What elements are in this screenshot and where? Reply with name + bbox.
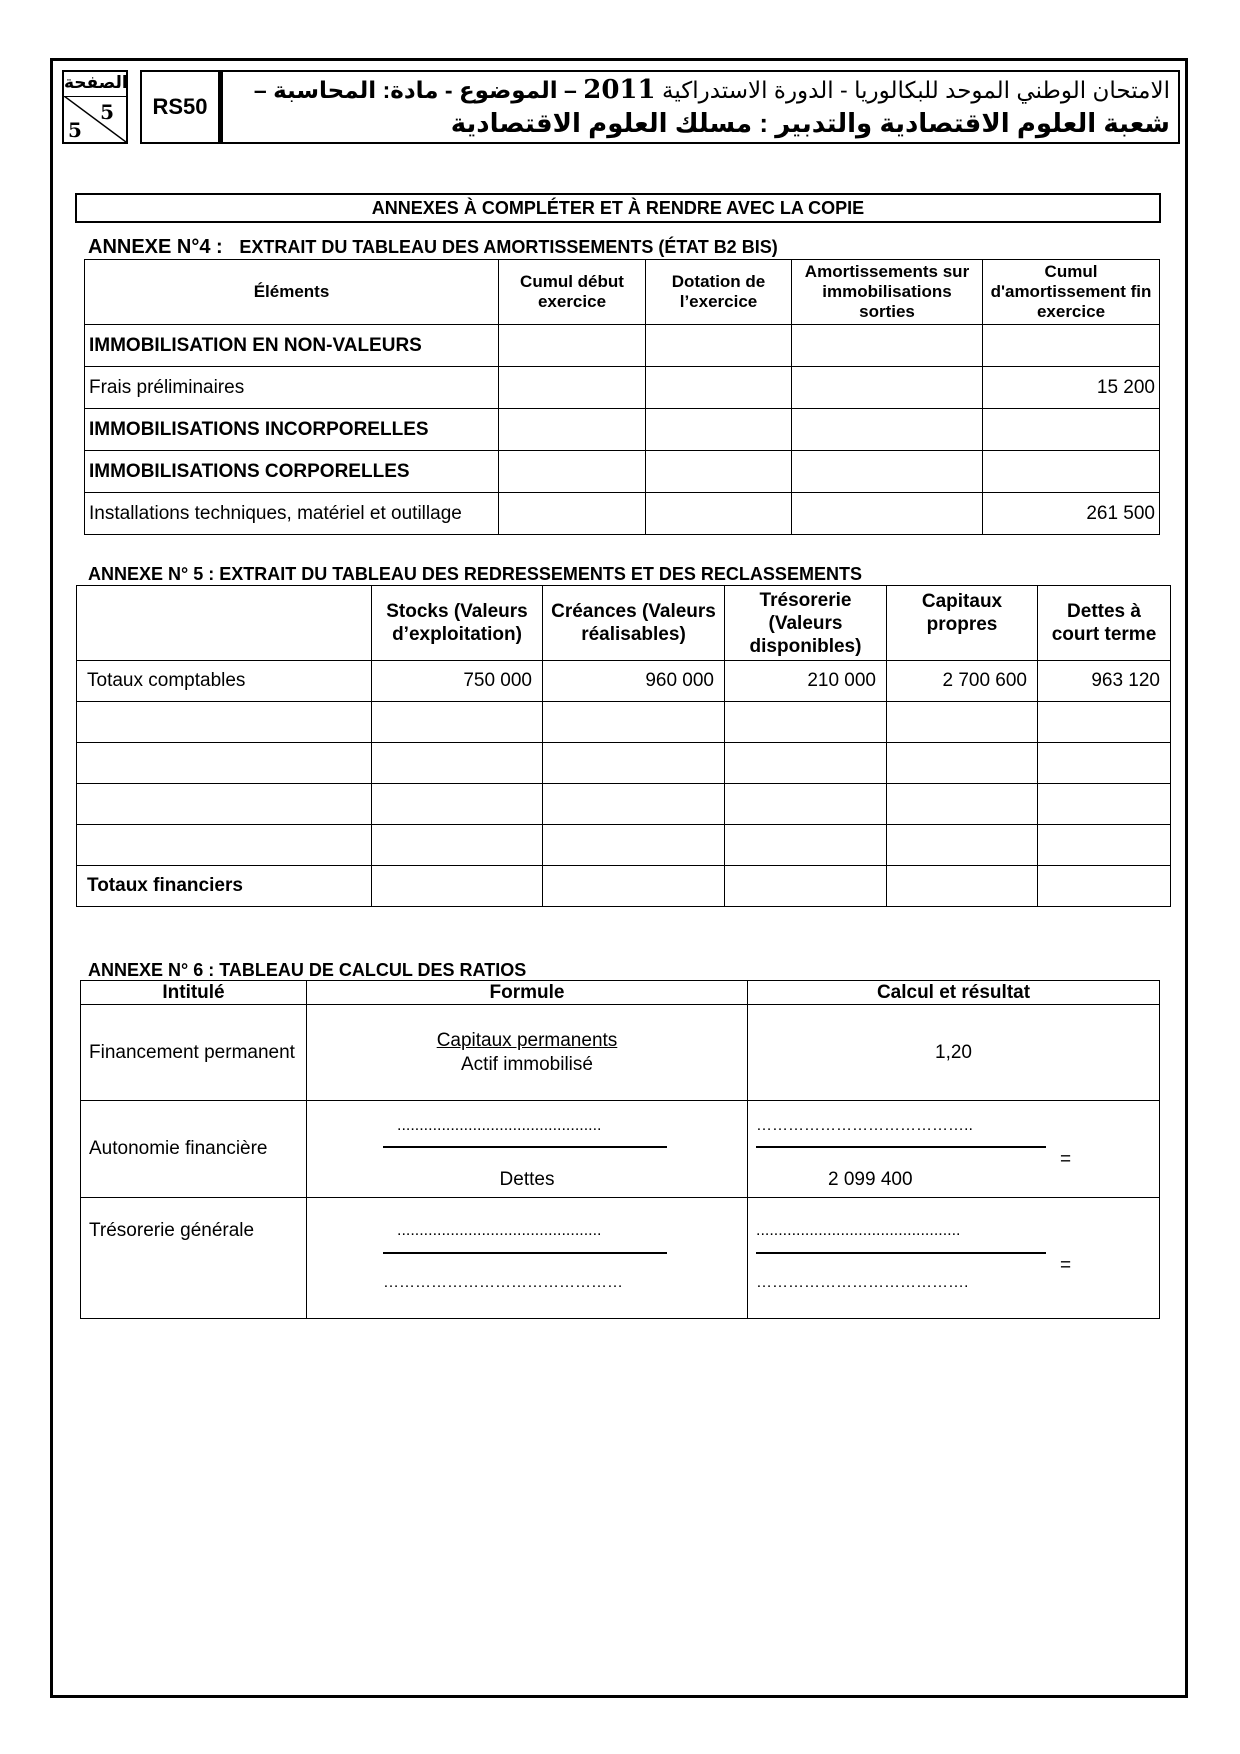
table-row [77,825,1171,866]
cumul-fin-cell: 15 200 [983,367,1160,409]
exam-title [220,70,1180,144]
input-cell[interactable] [792,493,983,535]
calc-cell[interactable] [748,1101,1160,1198]
annexe5-table [76,585,1171,907]
column-header: Calcul et résultat [748,981,1160,1005]
table-row [85,451,1160,493]
input-cell[interactable] [887,702,1038,743]
column-header: Trésorerie (Valeurs disponibles) [725,586,887,661]
table-row [81,1198,1160,1319]
input-cell[interactable] [1038,866,1171,907]
input-cell[interactable] [887,866,1038,907]
calc-cell[interactable] [748,1198,1160,1319]
value-cell: 750 000 [372,661,543,702]
exam-title-line1: الامتحان الوطني الموحد للبكالوريا - الدورة الاستدراكية 2011 – الموضوع - مادة: المحاسبة – [253,75,1170,105]
row-label: Totaux financiers [77,866,372,907]
column-header: Dotation de l’exercice [646,260,792,325]
input-cell[interactable] [499,367,646,409]
input-cell[interactable] [725,784,887,825]
input-cell[interactable] [1038,743,1171,784]
table-row [85,367,1160,409]
column-header: Éléments [85,260,499,325]
table-row [85,493,1160,535]
fraction-bar [383,1252,667,1254]
formula-denominator: ……………………………………… [383,1274,623,1291]
table-row [81,1005,1160,1101]
column-header [77,586,372,661]
formula-denominator: Actif immobilisé [461,1053,593,1075]
cumul-fin-cell[interactable] [983,409,1160,451]
input-cell[interactable] [372,784,543,825]
ratio-label: Financement permanent [81,1005,307,1101]
calc-denominator: …………………………………. [756,1274,969,1291]
calc-numerator: .............................................. [756,1222,961,1239]
table-row [81,1101,1160,1198]
value-cell: 210 000 [725,661,887,702]
cumul-fin-cell[interactable] [983,451,1160,493]
row-label: IMMOBILISATION EN NON-VALEURS [85,325,499,367]
input-cell[interactable] [499,325,646,367]
input-cell[interactable] [543,784,725,825]
input-cell[interactable] [725,825,887,866]
annexe6-heading: ANNEXE N° 6 : TABLEAU DE CALCUL DES RATIOS [88,960,527,980]
input-cell[interactable] [543,825,725,866]
input-cell[interactable] [543,866,725,907]
annexe4-heading: ANNEXE N°4 : EXTRAIT DU TABLEAU DES AMORTISSEMENTS (ÉTAT B2 BIS) [88,236,778,258]
input-cell[interactable] [887,825,1038,866]
input-cell[interactable] [499,409,646,451]
input-cell[interactable] [372,702,543,743]
table-row [77,784,1171,825]
annexe4-table [84,259,1160,535]
formula-cell[interactable] [307,1101,748,1198]
cumul-fin-cell: 261 500 [983,493,1160,535]
ratio-label: Autonomie financière [81,1101,307,1198]
formula-cell[interactable] [307,1198,748,1319]
annexe5-heading: ANNEXE N° 5 : EXTRAIT DU TABLEAU DES REDRESSEMENTS ET DES RECLASSEMENTS [88,564,862,584]
annexes-banner: ANNEXES À COMPLÉTER ET À RENDRE AVEC LA COPIE [75,193,1161,223]
equals-sign: = [1060,1149,1072,1170]
cumul-fin-cell[interactable] [983,325,1160,367]
page-label: الصفحة [64,72,126,97]
calc-denominator: 2 099 400 [828,1169,913,1190]
input-cell[interactable] [725,702,887,743]
row-label: Totaux comptables [77,661,372,702]
input-cell[interactable] [77,743,372,784]
input-cell[interactable] [499,451,646,493]
result-cell: 1,20 [748,1005,1160,1101]
table-row [85,325,1160,367]
page-current: 5 [100,100,114,124]
input-cell[interactable] [372,825,543,866]
input-cell[interactable] [725,743,887,784]
input-cell[interactable] [792,409,983,451]
column-header: Intitulé [81,981,307,1005]
table-row [85,409,1160,451]
column-header: Stocks (Valeurs d’exploitation) [372,586,543,661]
input-cell[interactable] [646,493,792,535]
input-cell[interactable] [1038,784,1171,825]
value-cell: 963 120 [1038,661,1171,702]
formula-cell [307,1005,748,1101]
fraction-bar [383,1146,667,1148]
fraction-bar [756,1146,1046,1148]
row-label: Frais préliminaires [85,367,499,409]
column-header: Dettes à court terme [1038,586,1171,661]
ratio-label: Trésorerie générale [81,1198,307,1319]
input-cell[interactable] [792,367,983,409]
annexe6-table [80,980,1160,1319]
fraction-bar [756,1252,1046,1254]
subject-code: RS50 [140,70,220,144]
formula-numerator: .............................................. [397,1117,602,1134]
row-label: Installations techniques, matériel et outillage [85,493,499,535]
calc-numerator: ………………………………….. [756,1117,973,1134]
input-cell[interactable] [646,451,792,493]
input-cell[interactable] [646,325,792,367]
page-total: 5 [68,118,82,142]
row-label: IMMOBILISATIONS INCORPORELLES [85,409,499,451]
exam-title-line2: شعبة العلوم الاقتصادية والتدبير : مسلك العلوم الاقتصادية [450,108,1170,138]
input-cell[interactable] [499,493,646,535]
input-cell[interactable] [887,743,1038,784]
input-cell[interactable] [543,702,725,743]
table-row [77,661,1171,702]
table-row [77,866,1171,907]
input-cell[interactable] [792,325,983,367]
input-cell[interactable] [725,866,887,907]
input-cell[interactable] [887,784,1038,825]
column-header: Cumul d'amortissement fin exercice [983,260,1160,325]
input-cell[interactable] [372,743,543,784]
formula-numerator: .............................................. [397,1222,602,1239]
formula-denominator: Dettes [499,1169,555,1190]
column-header: Créances (Valeurs réalisables) [543,586,725,661]
input-cell[interactable] [646,367,792,409]
table-row [77,743,1171,784]
page-number-box [62,70,128,144]
input-cell[interactable] [372,866,543,907]
value-cell: 960 000 [543,661,725,702]
row-label: IMMOBILISATIONS CORPORELLES [85,451,499,493]
input-cell[interactable] [1038,702,1171,743]
input-cell[interactable] [792,451,983,493]
input-cell[interactable] [77,702,372,743]
column-header: Cumul début exercice [499,260,646,325]
column-header: Amortissements sur immobilisations sorties [792,260,983,325]
equals-sign: = [1060,1255,1072,1276]
table-row [77,702,1171,743]
formula-numerator: Capitaux permanents [436,1029,618,1051]
column-header: Formule [307,981,748,1005]
input-cell[interactable] [646,409,792,451]
input-cell[interactable] [77,784,372,825]
input-cell[interactable] [543,743,725,784]
value-cell: 2 700 600 [887,661,1038,702]
input-cell[interactable] [77,825,372,866]
input-cell[interactable] [1038,825,1171,866]
column-header: Capitaux propres [887,586,1038,661]
